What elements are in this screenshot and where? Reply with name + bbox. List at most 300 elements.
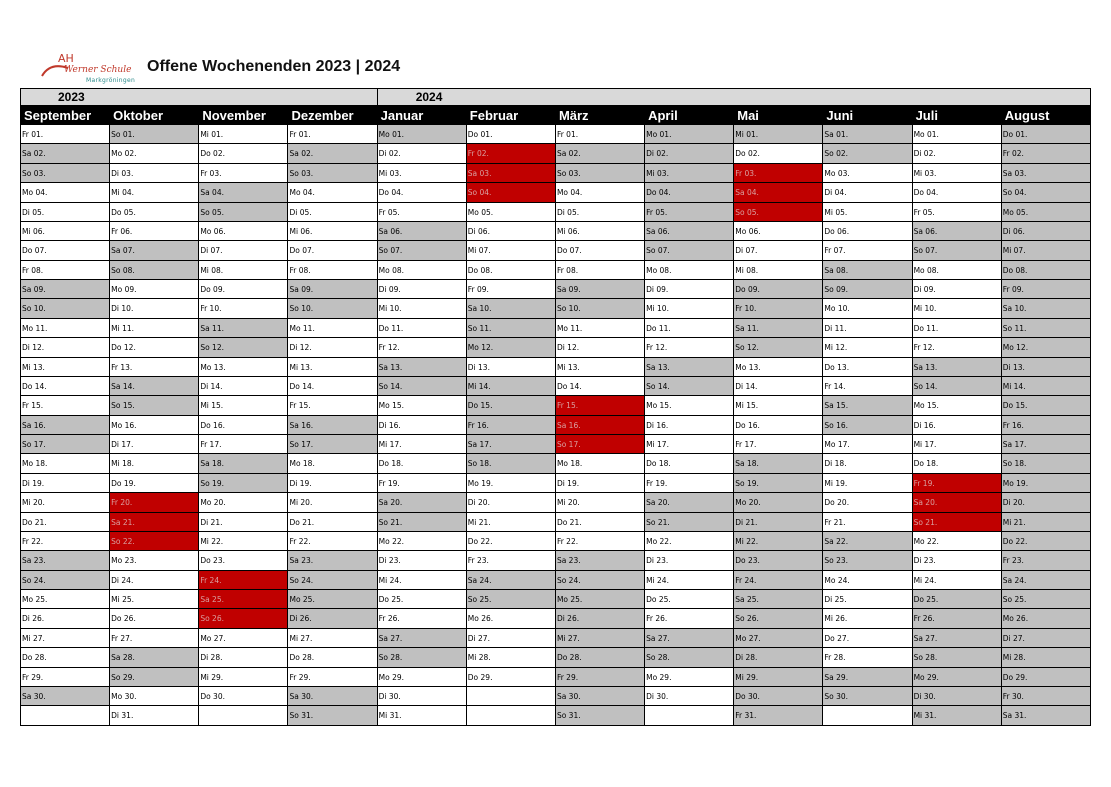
day-cell: Mi 20. <box>288 493 377 512</box>
day-cell: Do 05. <box>110 203 199 222</box>
day-cell: So 31. <box>556 706 645 725</box>
day-cell: So 24. <box>21 571 110 590</box>
day-cell: Di 20. <box>467 493 556 512</box>
day-cell: Mo 15. <box>378 396 467 415</box>
day-cell: So 03. <box>21 164 110 183</box>
day-cell: Fr 06. <box>110 222 199 241</box>
day-cell: Do 19. <box>110 474 199 493</box>
day-cell: So 19. <box>199 474 288 493</box>
day-cell: Mi 29. <box>199 668 288 687</box>
day-cell: Mi 31. <box>913 706 1002 725</box>
day-cell: Di 12. <box>556 338 645 357</box>
day-cell: Mi 05. <box>823 203 912 222</box>
day-cell: So 12. <box>734 338 823 357</box>
day-cell: Do 27. <box>823 629 912 648</box>
open-weekend-day-cell: Fr 24. <box>199 571 288 590</box>
day-cell: Do 02. <box>199 144 288 163</box>
day-cell: Mo 03. <box>823 164 912 183</box>
month-column <box>288 125 377 726</box>
day-cell: So 14. <box>645 377 734 396</box>
day-cell: Do 30. <box>199 687 288 706</box>
day-cell: Di 19. <box>21 474 110 493</box>
day-cell: Sa 09. <box>556 280 645 299</box>
day-cell: Di 11. <box>823 319 912 338</box>
day-cell: So 28. <box>913 648 1002 667</box>
day-cell: Fr 28. <box>823 648 912 667</box>
day-cell: So 30. <box>823 687 912 706</box>
open-weekend-day-cell: So 05. <box>734 203 823 222</box>
day-cell: Di 05. <box>21 203 110 222</box>
open-weekend-day-cell: Sa 20. <box>913 493 1002 512</box>
day-cell: So 25. <box>1002 590 1091 609</box>
day-cell: Di 09. <box>645 280 734 299</box>
day-cell: Di 26. <box>556 609 645 628</box>
logo-school-name: Werner Schule <box>64 65 132 75</box>
day-cell: Do 22. <box>1002 532 1091 551</box>
day-cell: Sa 23. <box>288 551 377 570</box>
day-cell: Fr 05. <box>913 203 1002 222</box>
day-cell: Sa 18. <box>199 454 288 473</box>
day-cell: Do 23. <box>199 551 288 570</box>
month-column <box>913 125 1002 726</box>
day-cell: Sa 02. <box>288 144 377 163</box>
day-cell: So 15. <box>110 396 199 415</box>
day-cell: Di 02. <box>645 144 734 163</box>
day-cell: Mo 13. <box>199 358 288 377</box>
day-cell: Mi 26. <box>823 609 912 628</box>
month-header: Oktober <box>113 108 163 123</box>
day-cell: So 17. <box>288 435 377 454</box>
day-cell: Mi 25. <box>110 590 199 609</box>
month-header: August <box>1004 108 1050 123</box>
day-cell: Sa 07. <box>110 241 199 260</box>
day-cell: Di 30. <box>378 687 467 706</box>
day-cell: Mi 14. <box>467 377 556 396</box>
day-cell: Di 25. <box>823 590 912 609</box>
day-cell: Mi 28. <box>467 648 556 667</box>
day-cell: So 29. <box>110 668 199 687</box>
day-cell: Sa 16. <box>21 416 110 435</box>
day-cell: Mi 24. <box>378 571 467 590</box>
day-cell: Mi 17. <box>645 435 734 454</box>
calendar-grid <box>20 88 1091 726</box>
day-cell: Sa 30. <box>556 687 645 706</box>
day-cell: Di 28. <box>734 648 823 667</box>
day-cell: Mi 19. <box>823 474 912 493</box>
day-cell: Mi 06. <box>556 222 645 241</box>
day-cell: Di 12. <box>21 338 110 357</box>
day-cell: Mi 20. <box>556 493 645 512</box>
day-cell: Mo 11. <box>21 319 110 338</box>
day-cell: Mo 25. <box>288 590 377 609</box>
day-cell: So 14. <box>378 377 467 396</box>
day-cell: Mi 15. <box>199 396 288 415</box>
month-column <box>556 125 645 726</box>
day-cell: Sa 04. <box>199 183 288 202</box>
day-cell: Fr 08. <box>556 261 645 280</box>
day-cell: Mo 08. <box>913 261 1002 280</box>
day-cell: Sa 09. <box>288 280 377 299</box>
open-weekend-day-cell: Fr 02. <box>467 144 556 163</box>
day-cell: Fr 03. <box>199 164 288 183</box>
day-cell: Mo 27. <box>734 629 823 648</box>
day-cell: Mi 10. <box>378 299 467 318</box>
month-column <box>110 125 199 726</box>
day-cell: Mo 18. <box>288 454 377 473</box>
day-cell: Fr 16. <box>467 416 556 435</box>
day-cell: Sa 02. <box>21 144 110 163</box>
day-cell: Do 28. <box>556 648 645 667</box>
day-cell: So 14. <box>913 377 1002 396</box>
day-cell: Fr 01. <box>21 125 110 144</box>
day-cell: Sa 30. <box>288 687 377 706</box>
day-cell: Di 05. <box>556 203 645 222</box>
day-cell: Mo 12. <box>467 338 556 357</box>
day-cell: So 03. <box>288 164 377 183</box>
day-cell: Di 19. <box>288 474 377 493</box>
day-cell: So 03. <box>556 164 645 183</box>
month-column <box>734 125 823 726</box>
day-cell: Sa 20. <box>645 493 734 512</box>
day-cell: So 26. <box>734 609 823 628</box>
day-cell: Do 16. <box>199 416 288 435</box>
day-cell: So 25. <box>467 590 556 609</box>
day-cell: Fr 13. <box>110 358 199 377</box>
month-header: Februar <box>469 108 519 123</box>
day-cell: Mi 14. <box>1002 377 1091 396</box>
day-cell: Sa 17. <box>467 435 556 454</box>
day-cell: So 23. <box>823 551 912 570</box>
day-cell: Sa 09. <box>21 280 110 299</box>
open-weekend-day-cell: Fr 15. <box>556 396 645 415</box>
day-cell: Fr 10. <box>199 299 288 318</box>
day-cell: Mi 27. <box>288 629 377 648</box>
day-cell: Di 03. <box>110 164 199 183</box>
day-cell: Di 09. <box>913 280 1002 299</box>
day-cell: Sa 18. <box>734 454 823 473</box>
day-cell: Do 15. <box>467 396 556 415</box>
day-cell: Sa 27. <box>913 629 1002 648</box>
day-cell: Di 14. <box>734 377 823 396</box>
day-cell: So 04. <box>1002 183 1091 202</box>
day-cell: Mo 25. <box>556 590 645 609</box>
day-cell: Mo 18. <box>21 454 110 473</box>
day-cell: Mo 27. <box>199 629 288 648</box>
month-header: Juli <box>915 108 938 123</box>
day-cell: Mo 17. <box>823 435 912 454</box>
day-cell: Mo 15. <box>913 396 1002 415</box>
day-cell: Fr 01. <box>556 125 645 144</box>
day-cell: Mo 04. <box>21 183 110 202</box>
day-cell: Sa 01. <box>823 125 912 144</box>
day-cell: Fr 12. <box>913 338 1002 357</box>
day-cell: Do 25. <box>913 590 1002 609</box>
day-cell: So 18. <box>1002 454 1091 473</box>
day-cell: Fr 22. <box>556 532 645 551</box>
day-cell: Mo 22. <box>913 532 1002 551</box>
day-cell: Fr 22. <box>21 532 110 551</box>
day-cell: Mo 10. <box>823 299 912 318</box>
day-cell: Do 20. <box>823 493 912 512</box>
day-cell: So 10. <box>288 299 377 318</box>
day-cell: Sa 10. <box>467 299 556 318</box>
day-cell: Di 10. <box>110 299 199 318</box>
day-cell: Sa 22. <box>823 532 912 551</box>
day-cell: Mi 27. <box>556 629 645 648</box>
day-cell: Do 08. <box>1002 261 1091 280</box>
day-cell: So 09. <box>823 280 912 299</box>
day-cell: Di 30. <box>645 687 734 706</box>
day-cell: So 07. <box>378 241 467 260</box>
open-weekend-day-cell: So 26. <box>199 609 288 628</box>
day-cell: Sa 31. <box>1002 706 1091 725</box>
day-cell: Sa 11. <box>734 319 823 338</box>
day-cell: Di 16. <box>645 416 734 435</box>
day-cell: Do 23. <box>734 551 823 570</box>
day-cell: Sa 10. <box>1002 299 1091 318</box>
day-cell: Di 20. <box>1002 493 1091 512</box>
day-cell: Do 28. <box>288 648 377 667</box>
day-cell: Do 12. <box>110 338 199 357</box>
day-cell: Fr 14. <box>823 377 912 396</box>
day-cell: Fr 15. <box>21 396 110 415</box>
empty-cell <box>823 706 912 725</box>
day-cell: Mi 12. <box>823 338 912 357</box>
day-cell: Di 26. <box>21 609 110 628</box>
day-cell: Sa 30. <box>21 687 110 706</box>
day-cell: Mi 03. <box>645 164 734 183</box>
day-cell: Do 11. <box>913 319 1002 338</box>
day-cell: Do 22. <box>467 532 556 551</box>
day-cell: Fr 09. <box>1002 280 1091 299</box>
day-cell: Fr 31. <box>734 706 823 725</box>
day-cell: So 24. <box>556 571 645 590</box>
month-column <box>21 125 110 726</box>
day-cell: Mo 01. <box>913 125 1002 144</box>
day-cell: Mo 12. <box>1002 338 1091 357</box>
day-cell: Do 14. <box>556 377 645 396</box>
day-cell: Mo 22. <box>645 532 734 551</box>
day-cell: Mo 11. <box>556 319 645 338</box>
day-cell: Do 08. <box>467 261 556 280</box>
day-cell: Di 02. <box>378 144 467 163</box>
day-cell: Do 21. <box>556 513 645 532</box>
month-column <box>199 125 288 726</box>
day-cell: So 11. <box>1002 319 1091 338</box>
logo-city: Markgröningen <box>86 77 136 84</box>
day-cell: Mo 01. <box>645 125 734 144</box>
day-cell: Mi 10. <box>913 299 1002 318</box>
day-cell: So 01. <box>110 125 199 144</box>
day-cell: Fr 19. <box>378 474 467 493</box>
day-cell: Mo 06. <box>734 222 823 241</box>
empty-cell <box>467 687 556 706</box>
day-cell: Do 04. <box>645 183 734 202</box>
day-cell: Do 18. <box>913 454 1002 473</box>
day-cell: So 17. <box>21 435 110 454</box>
day-cell: Sa 13. <box>913 358 1002 377</box>
day-cell: Do 29. <box>467 668 556 687</box>
day-cell: Di 13. <box>467 358 556 377</box>
day-cell: Mo 04. <box>288 183 377 202</box>
day-cell: Di 26. <box>288 609 377 628</box>
day-cell: Sa 13. <box>378 358 467 377</box>
day-cell: Fr 19. <box>645 474 734 493</box>
day-cell: Di 30. <box>913 687 1002 706</box>
day-cell: Mi 22. <box>199 532 288 551</box>
day-cell: Mo 24. <box>823 571 912 590</box>
day-cell: Mo 01. <box>378 125 467 144</box>
open-weekend-day-cell: Fr 19. <box>913 474 1002 493</box>
month-header: Mai <box>737 108 759 123</box>
day-cell: Sa 03. <box>1002 164 1091 183</box>
open-weekend-day-cell: Fr 20. <box>110 493 199 512</box>
day-cell: Fr 29. <box>288 668 377 687</box>
day-cell: Mi 29. <box>734 668 823 687</box>
day-cell: Fr 17. <box>734 435 823 454</box>
day-cell: So 28. <box>378 648 467 667</box>
empty-cell <box>467 706 556 725</box>
day-cell: Di 09. <box>378 280 467 299</box>
day-cell: Mo 23. <box>110 551 199 570</box>
day-cell: Di 12. <box>288 338 377 357</box>
day-cell: Mi 18. <box>110 454 199 473</box>
day-cell: So 16. <box>823 416 912 435</box>
day-cell: Mi 01. <box>734 125 823 144</box>
empty-cell <box>199 706 288 725</box>
day-cell: Fr 08. <box>288 261 377 280</box>
day-cell: Do 02. <box>734 144 823 163</box>
year-row <box>21 89 1091 106</box>
year-label-2024: 2024 <box>378 89 1091 105</box>
month-header-row <box>21 106 1091 125</box>
day-cell: Fr 24. <box>734 571 823 590</box>
day-cell: Do 21. <box>21 513 110 532</box>
day-cell: Di 18. <box>823 454 912 473</box>
day-cell: Mi 10. <box>645 299 734 318</box>
day-cell: Do 11. <box>645 319 734 338</box>
day-cell: So 11. <box>467 319 556 338</box>
day-cell: Fr 01. <box>288 125 377 144</box>
day-cell: Di 24. <box>110 571 199 590</box>
day-cell: Mi 08. <box>199 261 288 280</box>
day-cell: Mi 03. <box>913 164 1002 183</box>
day-cell: Mo 20. <box>734 493 823 512</box>
day-cell: Sa 15. <box>823 396 912 415</box>
day-cell: Fr 27. <box>110 629 199 648</box>
day-cell: Do 28. <box>21 648 110 667</box>
day-cell: So 02. <box>823 144 912 163</box>
day-cell: Fr 30. <box>1002 687 1091 706</box>
day-cell: Mi 21. <box>467 513 556 532</box>
day-cell: Do 07. <box>288 241 377 260</box>
day-cell: Do 29. <box>1002 668 1091 687</box>
day-cell: Sa 28. <box>110 648 199 667</box>
day-cell: Fr 10. <box>734 299 823 318</box>
day-cell: Mo 15. <box>645 396 734 415</box>
day-cell: Di 21. <box>199 513 288 532</box>
day-cell: Mi 01. <box>199 125 288 144</box>
day-cell: Fr 17. <box>199 435 288 454</box>
page-title: Offene Wochenenden 2023 | 2024 <box>147 58 401 75</box>
day-cell: Sa 24. <box>1002 571 1091 590</box>
school-logo <box>40 52 140 86</box>
day-cell: Mi 17. <box>378 435 467 454</box>
day-cell: Di 07. <box>199 241 288 260</box>
day-cell: Mi 27. <box>21 629 110 648</box>
day-cell: Do 04. <box>913 183 1002 202</box>
day-cell: So 19. <box>734 474 823 493</box>
day-cell: Mo 30. <box>110 687 199 706</box>
day-cell: Do 25. <box>378 590 467 609</box>
logo-initials: AH <box>58 52 74 65</box>
day-cell: Di 17. <box>110 435 199 454</box>
day-cell: Sa 06. <box>645 222 734 241</box>
open-weekend-day-cell: So 21. <box>913 513 1002 532</box>
day-cell: Di 27. <box>1002 629 1091 648</box>
day-cell: Fr 22. <box>288 532 377 551</box>
day-cell: Mi 04. <box>110 183 199 202</box>
open-weekend-day-cell: Sa 25. <box>199 590 288 609</box>
day-cell: Fr 23. <box>1002 551 1091 570</box>
day-cell: Do 18. <box>378 454 467 473</box>
month-header: September <box>24 108 92 123</box>
day-cell: Do 18. <box>645 454 734 473</box>
month-column <box>823 125 912 726</box>
day-cell: Mo 18. <box>556 454 645 473</box>
day-cell: Di 28. <box>199 648 288 667</box>
day-cell: Mo 02. <box>110 144 199 163</box>
day-cell: Fr 05. <box>378 203 467 222</box>
day-cell: Sa 27. <box>378 629 467 648</box>
day-cell: Do 15. <box>1002 396 1091 415</box>
day-cell: Mo 13. <box>734 358 823 377</box>
month-columns <box>21 125 1091 726</box>
day-cell: Mo 20. <box>199 493 288 512</box>
day-cell: Di 13. <box>1002 358 1091 377</box>
day-cell: Mi 06. <box>21 222 110 241</box>
day-cell: Do 13. <box>823 358 912 377</box>
day-cell: Mo 19. <box>1002 474 1091 493</box>
day-cell: Mo 22. <box>378 532 467 551</box>
open-weekend-day-cell: So 04. <box>467 183 556 202</box>
day-cell: Di 06. <box>467 222 556 241</box>
day-cell: Di 27. <box>467 629 556 648</box>
day-cell: Mi 20. <box>21 493 110 512</box>
day-cell: Fr 26. <box>913 609 1002 628</box>
day-cell: Do 14. <box>288 377 377 396</box>
day-cell: Di 05. <box>288 203 377 222</box>
day-cell: Mo 08. <box>645 261 734 280</box>
day-cell: Mi 07. <box>467 241 556 260</box>
day-cell: Do 01. <box>1002 125 1091 144</box>
day-cell: Fr 29. <box>21 668 110 687</box>
day-cell: Fr 02. <box>1002 144 1091 163</box>
day-cell: So 12. <box>199 338 288 357</box>
day-cell: Sa 20. <box>378 493 467 512</box>
day-cell: Sa 23. <box>556 551 645 570</box>
open-weekend-day-cell: Sa 16. <box>556 416 645 435</box>
day-cell: Sa 13. <box>645 358 734 377</box>
day-cell: Do 06. <box>823 222 912 241</box>
day-cell: Sa 11. <box>199 319 288 338</box>
day-cell: Fr 07. <box>823 241 912 260</box>
day-cell: Mo 08. <box>378 261 467 280</box>
day-cell: Do 30. <box>734 687 823 706</box>
day-cell: Di 23. <box>913 551 1002 570</box>
day-cell: Mo 29. <box>645 668 734 687</box>
day-cell: Mo 04. <box>556 183 645 202</box>
